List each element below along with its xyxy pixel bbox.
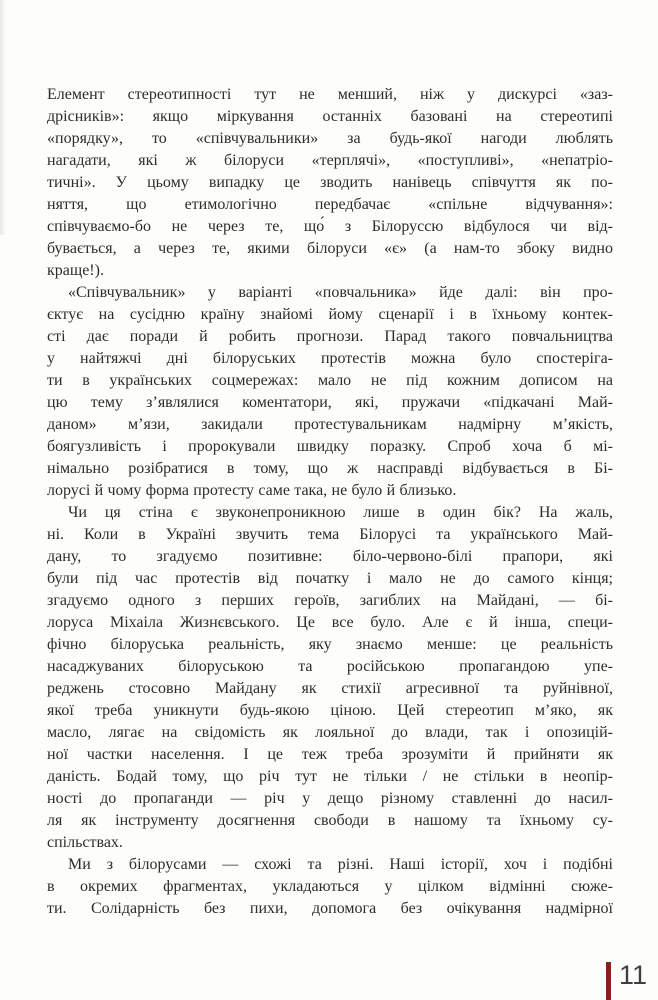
text-line: «порядку», то «співчувальники» за будь-якої нагоди люблять xyxy=(47,130,613,147)
text-line: згадуємо одного з перших героїв, загиблих на Майдані, — бі- xyxy=(47,592,613,609)
body-text xyxy=(47,84,613,920)
text-line: насаджуваних білоруською та російською пропагандою упе- xyxy=(47,658,613,675)
text-line: співчуваємо-бо не через те, що́ з Білоруссю відбулося чи від- xyxy=(47,218,613,235)
text-line: дрісників»: якщо міркування останніх базовані на стереотипі xyxy=(47,108,613,125)
paragraph xyxy=(47,282,613,502)
text-line: дану, то згадуємо позитивне: біло-червоно-білі прапори, які xyxy=(47,548,613,565)
text-line: ти в українських соцмережах: мало не під кожним дописом на xyxy=(47,372,613,389)
paragraph xyxy=(47,84,613,282)
paragraph xyxy=(47,854,613,920)
text-line: цю тему з’являлися коментатори, які, пружачи «підкачані Май- xyxy=(47,394,613,411)
text-line: Елемент стереотипності тут не менший, ніж у дискурсі «заз- xyxy=(47,86,613,103)
text-line: єктує на сусідню країну знайомі йому сценарії і в їхньому контек- xyxy=(47,306,613,323)
text-line: німально розібратися в тому, що ж насправді відбувається в Бі- xyxy=(47,460,613,477)
text-line: у найтяжчі дні білоруських протестів можна було спостеріга- xyxy=(47,350,613,367)
text-line: бувається, а через те, якими білоруси «є» (а нам-то збоку видно xyxy=(47,240,613,257)
text-line: Ми з білорусами — схожі та різні. Наші історії, хоч і подібні xyxy=(68,856,613,873)
text-line: «Співчувальник» у варіанті «повчальника» йде далі: він про- xyxy=(68,284,613,301)
text-line: були під час протестів від початку і мало не до самого кінця; xyxy=(47,570,613,587)
text-line: фічно білоруська реальність, яку знаємо менше: це реальність xyxy=(47,636,613,653)
text-line: даність. Бодай тому, що річ тут не тільки / не стільки в неопір- xyxy=(47,768,613,785)
scan-edge-shadow xyxy=(0,0,6,235)
text-line: масло, лягає на свідомість як лояльної до влади, так і опозицій- xyxy=(47,724,613,741)
text-line: ності до пропаганди — річ у дещо різному ставленні до насил- xyxy=(47,790,613,807)
text-line: ної частки населення. І це теж треба зрозуміти й прийняти як xyxy=(47,746,613,763)
text-line: боягузливість і пророкували швидку поразку. Спроб хоча б мі- xyxy=(47,438,613,455)
text-line: нагадати, які ж білоруси «терплячі», «поступливі», «непатріо- xyxy=(47,152,613,169)
text-line: тичні». У цьому випадку це зводить нанівець співчуття як по- xyxy=(47,174,613,191)
page-number: 11 xyxy=(619,960,648,990)
text-line: спільствах. xyxy=(47,834,123,851)
text-line: Чи ця стіна є звуконепроникною лише в один бік? На жаль, xyxy=(68,504,613,521)
text-line: краще!). xyxy=(47,262,104,279)
text-line: ти. Солідарність без пихи, допомога без очікування надмірної xyxy=(47,900,613,917)
text-line: в окремих фрагментах, укладаються у цілком відмінні сюже- xyxy=(47,878,613,895)
text-line: даном» м’язи, закидали протестувальникам надмірну м’якість, xyxy=(47,416,613,433)
text-line: реджень стосовно Майдану як стихії агресивної та руйнівної, xyxy=(47,680,613,697)
text-line: лорусі й чому форма протесту саме така, не було й близько. xyxy=(47,482,457,499)
text-line: якої треба уникнути будь-якою ціною. Цей стереотип м’яко, як xyxy=(47,702,613,719)
folio-accent-bar xyxy=(606,962,611,1000)
text-line: ля як інструменту досягнення свободи в нашому та їхньому су- xyxy=(47,812,613,829)
text-line: няття, що етимологічно передбачає «спільне відчування»: xyxy=(47,196,613,213)
text-line: сті дає поради й робить прогнози. Парад такого повчальництва xyxy=(47,328,613,345)
paragraph xyxy=(47,502,613,854)
text-line: ні. Коли в Україні звучить тема Білорусі та українського Май- xyxy=(47,526,613,543)
text-line: лоруса Міхаіла Жизнєвського. Це все було. Але є й інша, специ- xyxy=(47,614,613,631)
